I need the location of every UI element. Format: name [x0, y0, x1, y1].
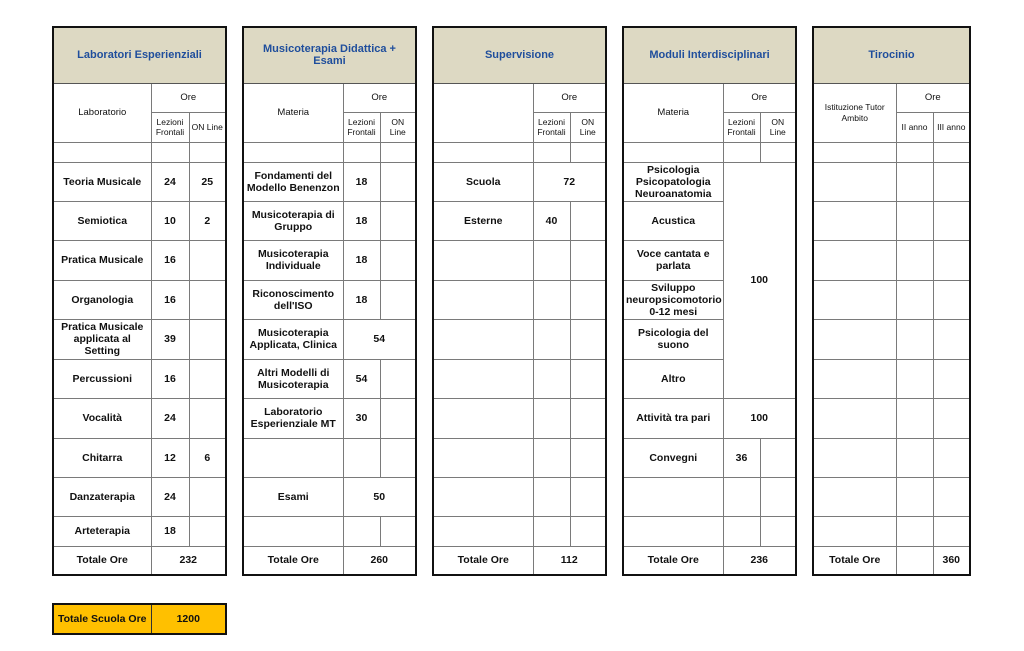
section-title: Tirocinio [813, 27, 970, 83]
column-header-ore: Ore [896, 83, 970, 112]
table-row: Voce cantata e parlata [623, 240, 796, 280]
column-header-ore: Ore [151, 83, 226, 112]
column-header-subject: Materia [623, 83, 723, 142]
column-header-subject: Istituzione Tutor Ambito [813, 83, 896, 142]
section-title: Musicoterapia Didattica + Esami [243, 27, 416, 83]
table-row: Pratica Musicale applicata al Setting 39 [53, 319, 226, 359]
table-row: Psicologia Psicopatologia Neuroanatomia 100 [623, 162, 796, 201]
table-row: Attività tra pari 100 [623, 398, 796, 438]
table-row: Convegni 36 [623, 438, 796, 477]
column-header-online: ON Line [380, 112, 416, 142]
total-row: Totale Ore 260 [243, 546, 416, 575]
column-header-ii-anno: II anno [896, 112, 933, 142]
total-row: Totale Ore 232 [53, 546, 226, 575]
table-row: Semiotica 10 2 [53, 201, 226, 240]
table-row: Musicoterapia Applicata, Clinica 54 [243, 319, 416, 359]
table-tirocinio [812, 26, 971, 576]
table-row: Danzaterapia 24 [53, 477, 226, 516]
table-row: Acustica [623, 201, 796, 240]
table-musicoterapia [242, 26, 417, 576]
table-row: Teoria Musicale 24 25 [53, 162, 226, 201]
table-row: Esterne 40 [433, 201, 606, 240]
grand-total-value: 1200 [151, 604, 226, 634]
table-row: Organologia 16 [53, 280, 226, 319]
table-row: Chitarra 12 6 [53, 438, 226, 477]
group-value: 100 [723, 162, 796, 398]
table-row: Arteterapia 18 [53, 516, 226, 546]
table-row: Sviluppo neuropsicomotorio 0-12 mesi [623, 280, 796, 319]
section-title: Moduli Interdisciplinari [623, 27, 796, 83]
grand-total [52, 603, 227, 635]
column-header-lezioni-frontali: Lezioni Frontali [151, 112, 189, 142]
column-header-subject: Materia [243, 83, 343, 142]
section-title: Supervisione [433, 27, 606, 83]
table-row: Percussioni 16 [53, 359, 226, 398]
column-header-online: ON Line [760, 112, 796, 142]
table-row: Psicologia del suono [623, 319, 796, 359]
grand-total-label: Totale Scuola Ore [53, 604, 151, 634]
column-header-online: ON Line [570, 112, 606, 142]
table-row: Pratica Musicale 16 [53, 240, 226, 280]
column-header-subject: Laboratorio [53, 83, 151, 142]
table-row: Altro [623, 359, 796, 398]
column-header-ore: Ore [533, 83, 606, 112]
table-row: Vocalità 24 [53, 398, 226, 438]
table-moduli [622, 26, 797, 576]
table-supervisione [432, 26, 607, 576]
table-row: Fondamenti del Modello Benenzon 18 [243, 162, 416, 201]
table-row: Laboratorio Esperienziale MT 30 [243, 398, 416, 438]
column-header-ore: Ore [343, 83, 416, 112]
total-row: Totale Ore 236 [623, 546, 796, 575]
table-row: Riconoscimento dell'ISO 18 [243, 280, 416, 319]
table-row: Scuola 72 [433, 162, 606, 201]
table-row: Musicoterapia Individuale 18 [243, 240, 416, 280]
total-row: Totale Ore 360 [813, 546, 970, 575]
column-header-ore: Ore [723, 83, 796, 112]
table-row: Altri Modelli di Musicoterapia 54 [243, 359, 416, 398]
table-row [243, 516, 416, 546]
table-row: Esami 50 [243, 477, 416, 516]
column-header-iii-anno: III anno [933, 112, 970, 142]
table-row: Musicoterapia di Gruppo 18 [243, 201, 416, 240]
section-title: Laboratori Esperienziali [53, 27, 226, 83]
column-header-online: ON Line [189, 112, 226, 142]
table-row [243, 438, 416, 477]
total-row: Totale Ore 112 [433, 546, 606, 575]
column-header-lezioni-frontali: Lezioni Frontali [723, 112, 760, 142]
column-header-lezioni-frontali: Lezioni Frontali [533, 112, 570, 142]
table-laboratori [52, 26, 227, 576]
column-header-lezioni-frontali: Lezioni Frontali [343, 112, 380, 142]
